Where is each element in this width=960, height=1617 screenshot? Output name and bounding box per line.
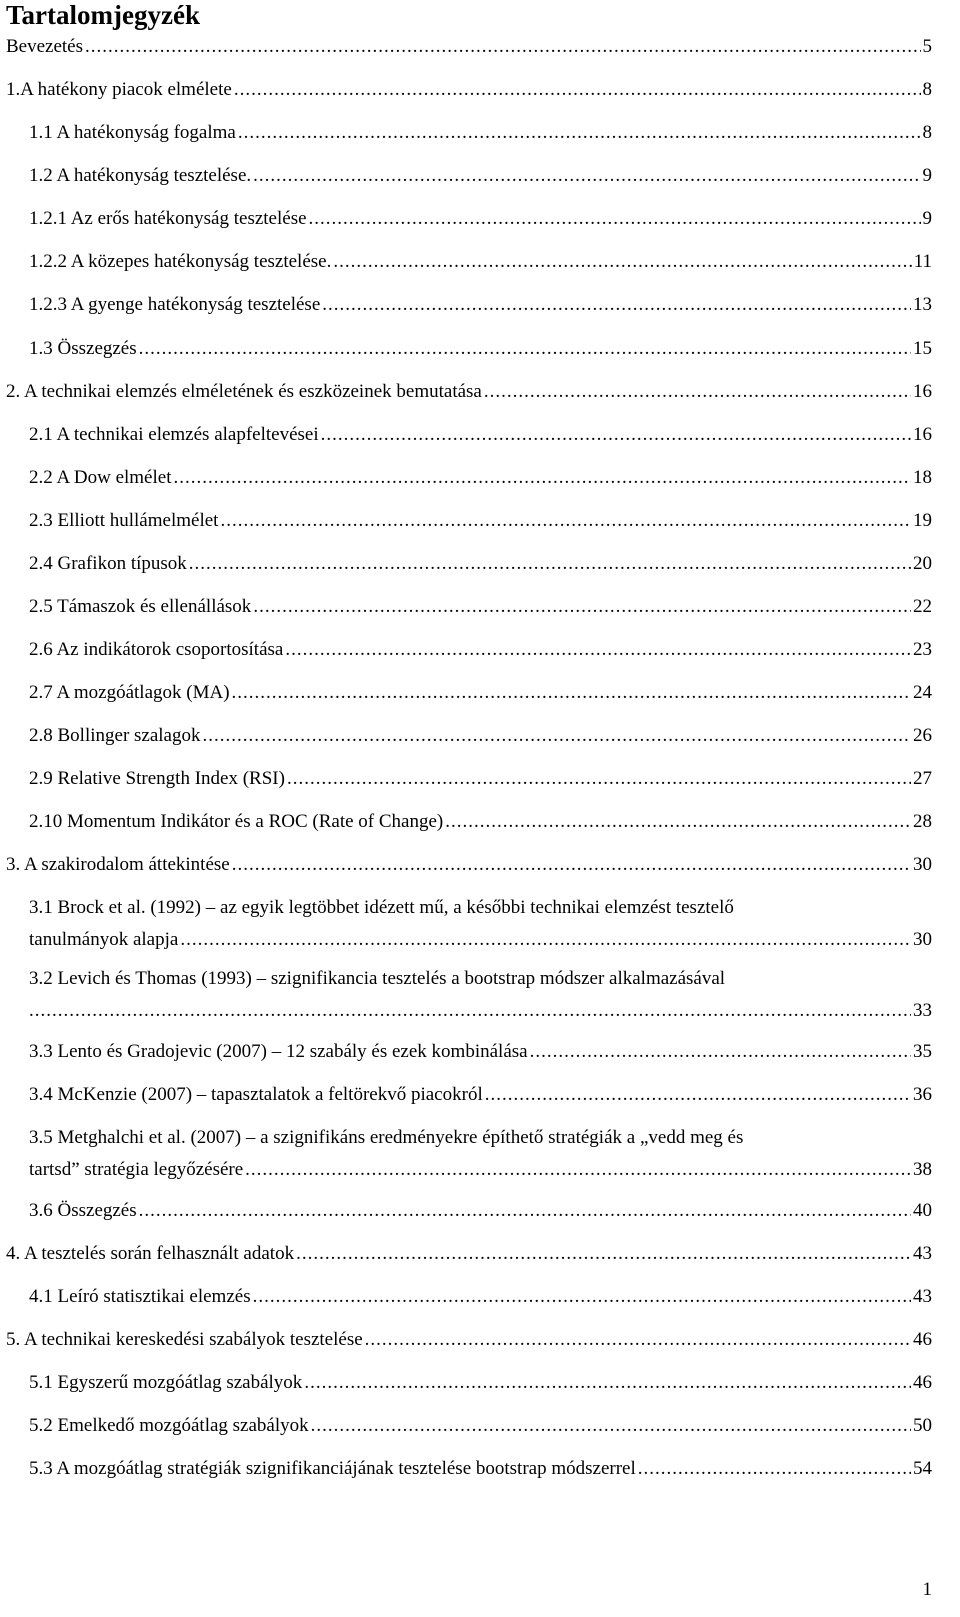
toc-entry-page: 20 (913, 553, 932, 574)
dot-leader (180, 924, 911, 956)
toc-entry[interactable] (29, 462, 932, 494)
toc-entry-page: 35 (913, 1041, 932, 1062)
toc-entry[interactable] (29, 1036, 932, 1068)
toc-entry-label: 3.6 Összegzés (29, 1200, 137, 1221)
toc-entry-label: 2. A technikai elemzés elméletének és eszközeinek bemutatása (6, 381, 482, 402)
toc-entry-page: 54 (913, 1458, 932, 1479)
toc-entry[interactable] (29, 763, 932, 795)
dot-leader (333, 246, 911, 278)
toc-entry-page: 30 (913, 854, 932, 875)
toc-entry[interactable] (29, 720, 932, 752)
toc-entry-page: 27 (913, 768, 932, 789)
toc-entry[interactable] (29, 1410, 932, 1442)
toc-entry-page: 46 (913, 1329, 932, 1350)
toc-entry-label: 2.6 Az indikátorok csoportosítása (29, 639, 284, 660)
dot-leader (253, 160, 920, 192)
toc-entry[interactable] (29, 289, 932, 321)
toc-entry[interactable] (29, 591, 932, 623)
toc-entry-label: 1.2.2 A közepes hatékonyság tesztelése. (29, 251, 332, 272)
toc-entry[interactable] (29, 160, 932, 192)
dot-leader (234, 74, 921, 106)
toc-entry-label: 3.3 Lento és Gradojevic (2007) – 12 szabály és ezek kombinálása (29, 1041, 528, 1062)
dot-leader (253, 591, 911, 623)
toc-entry[interactable] (29, 963, 932, 1027)
toc-entry-label: 2.8 Bollinger szalagok (29, 725, 201, 746)
toc-entry-label: 1.2 A hatékonyság tesztelése. (29, 165, 252, 186)
toc-entry[interactable] (6, 31, 932, 63)
toc-entry-page: 33 (913, 1000, 932, 1021)
toc-entry[interactable] (29, 548, 932, 580)
toc-entry-label: 2.1 A technikai elemzés alapfeltevései (29, 424, 319, 445)
toc-entry-page: 9 (922, 208, 932, 229)
dot-leader (321, 419, 911, 451)
toc-entry[interactable] (29, 1079, 932, 1111)
dot-leader (309, 203, 921, 235)
toc-entry[interactable] (29, 1122, 932, 1186)
toc-entry[interactable] (29, 246, 932, 278)
toc-entry-page: 43 (913, 1286, 932, 1307)
dot-leader (296, 1238, 911, 1270)
dot-leader (238, 117, 921, 149)
toc-entry-page: 50 (913, 1415, 932, 1436)
dot-leader (85, 31, 920, 63)
dot-leader (232, 677, 911, 709)
toc-entry-page: 16 (913, 381, 932, 402)
toc-entry-label: 5.2 Emelkedő mozgóátlag szabályok (29, 1415, 309, 1436)
toc-entry-label: tartsd” stratégia legyőzésére (29, 1159, 244, 1180)
toc-entry-label: 5.1 Egyszerű mozgóátlag szabályok (29, 1372, 303, 1393)
dot-leader (245, 1154, 911, 1186)
dot-leader (285, 634, 911, 666)
dot-leader (530, 1036, 911, 1068)
toc-entry-label: 2.2 A Dow elmélet (29, 467, 172, 488)
toc-entry-page: 26 (913, 725, 932, 746)
toc-entry-page: 40 (913, 1200, 932, 1221)
dot-leader (173, 462, 911, 494)
toc-entry[interactable] (29, 505, 932, 537)
toc-entry-page: 19 (913, 510, 932, 531)
toc-entry-page: 43 (913, 1243, 932, 1264)
toc-entry-label: tanulmányok alapja (29, 929, 179, 950)
dot-leader (322, 289, 911, 321)
dot-leader (29, 995, 911, 1027)
dot-leader (287, 763, 911, 795)
toc-entry[interactable] (29, 806, 932, 838)
toc-entry[interactable] (29, 419, 932, 451)
toc-entry[interactable] (29, 1367, 932, 1399)
toc-entry-page: 38 (913, 1159, 932, 1180)
dot-leader (220, 505, 911, 537)
toc-entry-page: 13 (913, 294, 932, 315)
toc-entry-page: 46 (913, 1372, 932, 1393)
dot-leader (232, 849, 911, 881)
dot-leader (365, 1324, 911, 1356)
toc-entry-label: 2.9 Relative Strength Index (RSI) (29, 768, 285, 789)
toc-entry-label: 1.1 A hatékonyság fogalma (29, 122, 236, 143)
dot-leader (484, 376, 911, 408)
toc-entry-label: 2.3 Elliott hullámelmélet (29, 510, 219, 531)
toc-entry-line1: 3.5 Metghalchi et al. (2007) – a szignifikáns eredményekre építhető stratégiák a „vedd meg és (29, 1127, 744, 1148)
toc-entry-label: 3. A szakirodalom áttekintése (6, 854, 230, 875)
dot-leader (311, 1410, 911, 1442)
page-number: 1 (922, 1579, 932, 1600)
toc-entry-page: 22 (913, 596, 932, 617)
toc-entry-page: 24 (913, 682, 932, 703)
dot-leader (304, 1367, 911, 1399)
toc-entry[interactable] (29, 677, 932, 709)
toc-entry-page: 5 (922, 36, 932, 57)
dot-leader (485, 1079, 911, 1111)
toc-entry[interactable] (29, 333, 932, 365)
toc-entry[interactable] (29, 892, 932, 956)
toc-entry-label: 1.2.1 Az erős hatékonyság tesztelése (29, 208, 307, 229)
toc-entry-label: 2.5 Támaszok és ellenállások (29, 596, 252, 617)
toc-entry-label: 2.7 A mozgóátlagok (MA) (29, 682, 230, 703)
toc-entry-label: Bevezetés (6, 36, 84, 57)
toc-entry[interactable] (29, 203, 932, 235)
toc-entry-label: 1.A hatékony piacok elmélete (6, 79, 232, 100)
toc-entry[interactable] (29, 117, 932, 149)
toc-entry-label: 4.1 Leíró statisztikai elemzés (29, 1286, 251, 1307)
toc-entry-label: 1.3 Összegzés (29, 338, 137, 359)
toc-entry-page: 30 (913, 929, 932, 950)
toc-entry[interactable] (29, 634, 932, 666)
toc-entry-label: 5.3 A mozgóátlag stratégiák szignifikanciájának tesztelése bootstrap módszerrel (29, 1458, 636, 1479)
dot-leader (139, 1195, 911, 1227)
toc-entry-page: 16 (913, 424, 932, 445)
toc-entry[interactable] (29, 1453, 932, 1485)
dot-leader (253, 1281, 911, 1313)
dot-leader (203, 720, 912, 752)
toc-entry-page: 8 (922, 122, 932, 143)
toc-entry[interactable] (6, 849, 932, 881)
toc-entry[interactable] (6, 1238, 932, 1270)
toc-entry-page: 36 (913, 1084, 932, 1105)
toc-entry[interactable] (6, 376, 932, 408)
toc-entry-page: 23 (913, 639, 932, 660)
toc-entry-label: 3.4 McKenzie (2007) – tapasztalatok a feltörekvő piacokról (29, 1084, 483, 1105)
toc-entry[interactable] (6, 1324, 932, 1356)
dot-leader (638, 1453, 911, 1485)
toc-entry-page: 28 (913, 811, 932, 832)
toc-entry-line1: 3.2 Levich és Thomas (1993) – szignifikancia tesztelés a bootstrap módszer alkalmazásával (29, 968, 726, 989)
toc-entry-page: 15 (913, 338, 932, 359)
toc-entry-label: 1.2.3 A gyenge hatékonyság tesztelése (29, 294, 321, 315)
toc-entry-line1: 3.1 Brock et al. (1992) – az egyik legtöbbet idézett mű, a későbbi technikai elemzést tesztelő (29, 897, 734, 918)
toc-entry-label: 2.10 Momentum Indikátor és a ROC (Rate of Change) (29, 811, 444, 832)
toc-entry-page: 11 (913, 251, 932, 272)
toc-entry[interactable] (29, 1195, 932, 1227)
dot-leader (189, 548, 911, 580)
toc-entry-page: 8 (922, 79, 932, 100)
toc-entry-page: 9 (922, 165, 932, 186)
toc-entry-label: 4. A tesztelés során felhasznált adatok (6, 1243, 295, 1264)
toc-entry-label: 2.4 Grafikon típusok (29, 553, 187, 574)
page-title: Tartalomjegyzék (6, 0, 200, 30)
toc-entry-page: 18 (913, 467, 932, 488)
dot-leader (445, 806, 911, 838)
toc-entry[interactable] (6, 74, 932, 106)
dot-leader (139, 333, 911, 365)
toc-entry-label: 5. A technikai kereskedési szabályok tesztelése (6, 1329, 363, 1350)
toc-entry[interactable] (29, 1281, 932, 1313)
